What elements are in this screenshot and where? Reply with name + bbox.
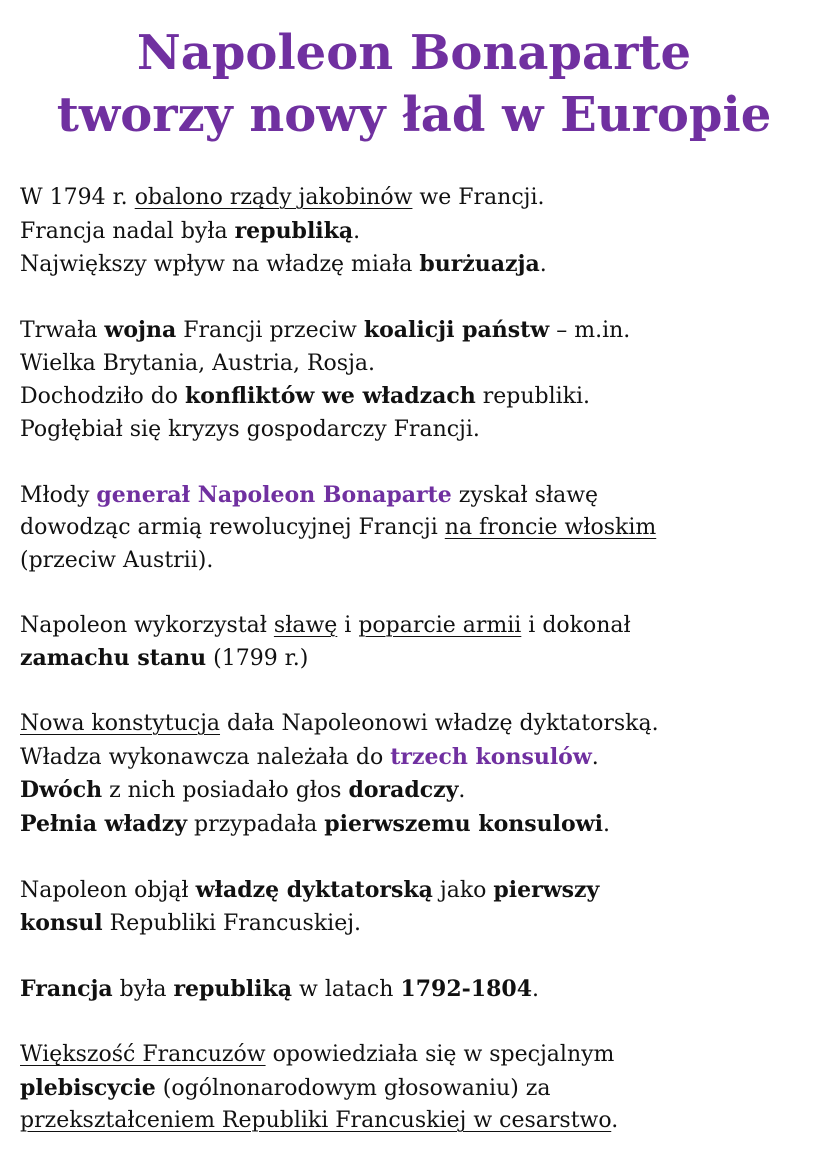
text-segment: Pogłębiał się kryzys gospodarczy Francji. xyxy=(20,416,480,442)
text-segment: jako xyxy=(432,877,494,903)
paragraph xyxy=(20,610,820,676)
text-segment: opowiedziała się w specjalnym xyxy=(265,1042,615,1067)
bold-term: republiką xyxy=(173,976,292,1002)
text-segment: była xyxy=(112,977,174,1002)
text-segment: . xyxy=(602,811,610,837)
text-segment: Władza wykonawcza należała do xyxy=(20,744,391,770)
text-segment: Trwała xyxy=(20,318,105,343)
text-segment: dała Napoleonowi władzę dyktatorską. xyxy=(220,711,659,736)
text-line xyxy=(20,545,820,578)
paragraph xyxy=(20,182,820,282)
text-segment: republiki. xyxy=(475,384,591,409)
text-segment: dowodząc armią rewolucyjnej Francji xyxy=(20,515,445,540)
paragraph xyxy=(20,314,820,446)
text-segment: zyskał sławę xyxy=(451,482,599,508)
bold-term: koalicji państw xyxy=(363,317,550,343)
text-segment: – m.in. xyxy=(549,318,631,343)
text-segment: z nich posiadało głos xyxy=(102,778,349,803)
text-segment: (1799 r.) xyxy=(206,646,309,671)
text-line xyxy=(20,314,820,348)
paragraph xyxy=(20,874,820,941)
text-line xyxy=(20,907,820,941)
bold-term: republiką xyxy=(234,217,354,244)
page-title xyxy=(0,22,828,146)
bold-term: konsul xyxy=(20,910,103,936)
underlined-phrase: Większość Francuzów xyxy=(20,1042,266,1067)
highlighted-term: generał Napoleon Bonaparte xyxy=(96,481,452,508)
text-segment: Napoleon wykorzystał xyxy=(20,612,274,638)
paragraph xyxy=(20,479,820,578)
text-line xyxy=(20,708,820,741)
text-segment: W 1794 r. xyxy=(20,185,135,210)
text-segment: Wielka Brytania, Austria, Rosja. xyxy=(20,350,376,376)
text-line xyxy=(20,512,820,545)
paragraph xyxy=(20,973,820,1007)
bold-term: Francja xyxy=(20,976,113,1002)
underlined-phrase: poparcie armii xyxy=(358,612,522,638)
text-line xyxy=(20,808,820,842)
text-segment: . xyxy=(611,1108,619,1133)
text-segment: . xyxy=(458,778,466,803)
text-segment: (przeciw Austrii). xyxy=(20,547,214,573)
text-segment: w latach xyxy=(292,977,401,1002)
text-line xyxy=(20,182,820,215)
paragraph xyxy=(20,708,820,841)
bold-term: pierwszy xyxy=(493,876,600,903)
document-body xyxy=(20,182,820,1170)
text-line xyxy=(20,774,820,808)
highlighted-term: trzech konsulów xyxy=(390,743,592,770)
text-segment: . xyxy=(539,252,547,277)
text-segment: Największy wpływ na władzę miała xyxy=(20,252,420,277)
text-segment: i dokonał xyxy=(521,612,631,638)
text-segment: . xyxy=(591,744,599,770)
text-segment: . xyxy=(353,218,361,244)
underlined-phrase: na froncie włoskim xyxy=(444,515,657,540)
text-segment: Młody xyxy=(20,482,97,508)
text-line xyxy=(20,610,820,643)
text-segment: Napoleon objął xyxy=(20,877,196,903)
bold-term: plebiscycie xyxy=(20,1074,156,1101)
bold-term: konfliktów we władzach xyxy=(185,383,476,409)
bold-term: zamachu stanu xyxy=(20,645,207,671)
text-segment: Francji przeciw xyxy=(176,318,364,343)
bold-term: Dwóch xyxy=(20,777,103,803)
paragraph xyxy=(20,1039,820,1138)
text-line xyxy=(20,973,820,1007)
text-segment: Republiki Francuskiej. xyxy=(102,911,362,936)
bold-term: wojna xyxy=(104,317,177,343)
text-segment: Francja nadal była xyxy=(20,218,235,244)
text-segment: . xyxy=(532,977,540,1002)
text-line xyxy=(20,215,820,249)
text-line xyxy=(20,380,820,414)
bold-term: Pełnia władzy xyxy=(20,810,187,837)
text-line xyxy=(20,1105,820,1138)
bold-term: doradczy xyxy=(348,777,459,803)
bold-term: 1792-1804 xyxy=(400,976,533,1002)
text-segment: przypadała xyxy=(187,811,325,837)
underlined-phrase: Nowa konstytucja xyxy=(20,711,221,736)
text-segment: we Francji. xyxy=(412,185,545,210)
underlined-phrase: przekształceniem Republiki Francuskiej w cesarstwo xyxy=(20,1108,612,1133)
bold-term: pierwszemu konsulowi xyxy=(324,810,603,837)
text-line xyxy=(20,248,820,282)
underlined-phrase: obalono rządy jakobinów xyxy=(134,185,413,210)
text-line xyxy=(20,414,820,447)
text-segment: (ogólnonarodowym głosowaniu) za xyxy=(155,1075,551,1101)
text-segment: i xyxy=(337,612,359,638)
text-line xyxy=(20,479,820,513)
bold-term: władzę dyktatorską xyxy=(195,876,433,903)
title-line-1: Napoleon Bonaparte xyxy=(136,25,692,81)
text-segment: Dochodziło do xyxy=(20,384,186,409)
text-line xyxy=(20,1072,820,1106)
text-line xyxy=(20,642,820,676)
text-line xyxy=(20,1039,820,1072)
text-line xyxy=(20,348,820,381)
underlined-phrase: sławę xyxy=(273,612,338,638)
text-line xyxy=(20,741,820,775)
text-line xyxy=(20,874,820,908)
bold-term: burżuazja xyxy=(419,251,540,277)
title-line-2: tworzy nowy ład w Europie xyxy=(56,87,772,143)
